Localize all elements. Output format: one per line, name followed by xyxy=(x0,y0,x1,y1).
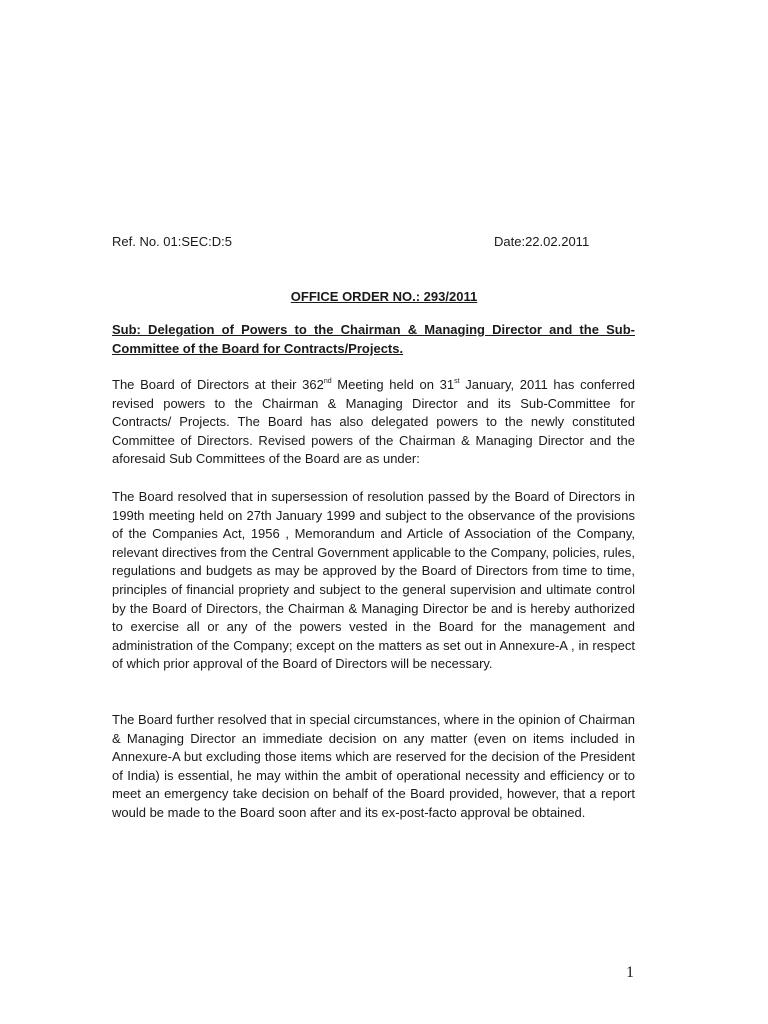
paragraph-text: Meeting held on 31 xyxy=(331,377,455,392)
superscript-ordinal: st xyxy=(454,378,460,385)
paragraph-board-meeting xyxy=(112,376,635,469)
paragraph-special-circumstances: The Board further resolved that in special circumstances, where in the opinion of Chairman & Managing Director an immediate decision on any matter (even on items included in Annexure-A but excluding those items which are reserved for the decision of the President of India) is essential, he may within the ambit of operational necessity and efficiency or to meet an emergency take decision on behalf of the Board provided, however, that a report would be made to the Board soon after and its ex-post-facto approval be obtained. xyxy=(112,712,635,820)
office-order-title: OFFICE ORDER NO.: 293/2011 xyxy=(290,289,478,304)
order-date: Date:22.02.2011 xyxy=(494,234,590,249)
paragraph-supersession-resolution: The Board resolved that in supersession of resolution passed by the Board of Directors in 199th meeting held on 27th January 1999 and subject to the observance of the provisions of the Companies Act, 1956 , Memorandum and Article of Association of the Company, relevant directives from the Central Government applicable to the Company, policies, rules, regulations and budgets as may be approved by the Board of Directors from time to time, principles of financial propriety and subject to the general supervision and ultimate control by the Board of Directors, the Chairman & Managing Director be and is hereby authorized to exercise all or any of the powers vested in the Board for the management and administration of the Company; except on the matters as set out in Annexure-A , in respect of which prior approval of the Board of Directors will be necessary. xyxy=(112,489,635,672)
paragraph-text: The Board of Directors at their 362 xyxy=(112,377,324,392)
superscript-ordinal: nd xyxy=(323,378,332,385)
subject-line: Sub: Delegation of Powers to the Chairman & Managing Director and the Sub-Committee of the Board for Contracts/Projects. xyxy=(112,322,635,356)
reference-number: Ref. No. 01:SEC:D:5 xyxy=(112,234,232,249)
page-number: 1 xyxy=(626,964,634,981)
paragraph-text: January, 2011 has conferred revised powers to the Chairman & Managing Director and its Sub-Committee for Contracts/ Projects. The Board has also delegated powers to the newly constituted Committee of Directors. Revised powers of the Chairman & Managing Director and the aforesaid Sub Committees of the Board are as under: xyxy=(112,377,635,467)
